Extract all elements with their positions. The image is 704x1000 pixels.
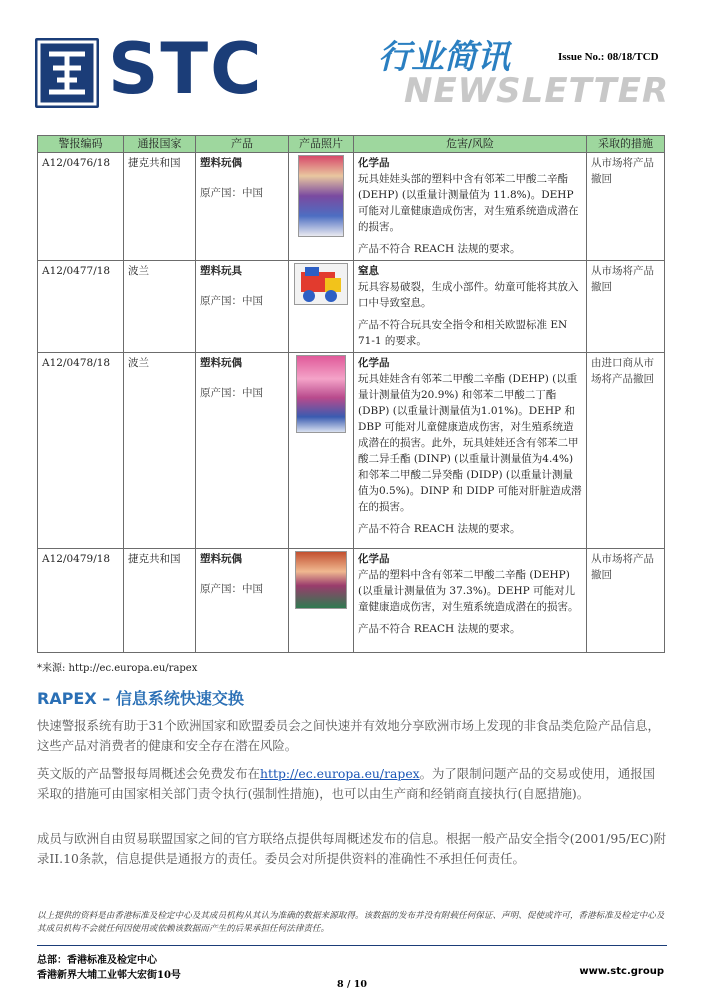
rapex-link[interactable]: http://ec.europa.eu/rapex	[260, 766, 420, 781]
product-photo	[298, 155, 344, 237]
product-cell	[196, 261, 289, 353]
hazard-note: 产品不符合 REACH 法规的要求。	[358, 243, 521, 255]
photo-cell	[289, 153, 354, 261]
hazard-cell	[354, 261, 587, 353]
paragraph-intro: 快速警报系统有助于31个欧洲国家和欧盟委员会之间快速并有效地分享欧洲市场上发现的非食品类危险产品信息，这些产品对消费者的健康和安全存在潜在风险。	[37, 718, 660, 753]
paragraph-publication	[37, 764, 667, 804]
hazard-description: 玩具娃娃头部的塑料中含有邻苯二甲酸二辛酯 (DEHP) (以重量计测量值为 11.8%)。DEHP 可能对儿童健康造成伤害，对生殖系统造成潜在的损害。	[358, 173, 579, 233]
photo-cell	[289, 261, 354, 353]
product-name: 塑料玩偶	[200, 553, 242, 565]
hazard-title: 化学品	[358, 553, 390, 565]
newsletter-title-en: NEWSLETTER	[404, 71, 670, 111]
product-origin: 原产国：中国	[200, 583, 263, 595]
hazard-description: 玩具娃娃含有邻苯二甲酸二辛酯 (DEHP) (以重量计测量值为20.9%) 和邻苯二甲酸二丁酯 (DBP) (以重量计测量值为1.01%)。DEHP 和 DBP 可能对儿童健康造成伤害，对生殖系统造成潜在的损害。此外，玩具娃娃还含有邻苯二甲酸二异壬酯 (DINP) (以重量计测量值为4.4%) 和邻苯二甲酸二异癸酯 (DIDP) (以重量计测量值为0.5%)。DINP 和 DIDP 可能对肝脏造成潜在的损害。	[358, 373, 582, 513]
hazard-description: 产品的塑料中含有邻苯二甲酸二辛酯 (DEHP) (以重量计测量值为 37.3%)。DEHP 可能对儿童健康造成伤害，对生殖系统造成潜在的损害。	[358, 569, 579, 613]
paragraph-text: 英文版的产品警报每周概述会免费发布在	[37, 766, 261, 781]
alert-code: A12/0478/18	[38, 353, 124, 549]
product-origin: 原产国：中国	[200, 187, 263, 199]
photo-cell	[289, 549, 354, 653]
page-number: 8 / 10	[337, 979, 367, 990]
footer-org-name: 总部：香港标准及检定中心	[37, 955, 157, 966]
notifying-country: 波兰	[124, 261, 196, 353]
measure-taken: 由进口商从市场将产品撤回	[587, 353, 665, 549]
alerts-table	[37, 135, 665, 653]
footer-website: www.stc.group	[579, 966, 664, 977]
paragraph-text: 。为了限制问题产品的交易或使用，通报国采取的措施可由国家相关部门责令执行(强制性措施)，也可以由生产商和经销商直接执行(自愿措施)。	[37, 766, 656, 801]
table-row	[38, 261, 665, 353]
source-note: *来源: http://ec.europa.eu/rapex	[37, 663, 198, 674]
measure-taken: 从市场将产品撤回	[587, 261, 665, 353]
hazard-title: 窒息	[358, 265, 379, 277]
hazard-note: 产品不符合 REACH 法规的要求。	[358, 623, 521, 635]
column-header-country: 通报国家	[124, 136, 196, 153]
product-cell	[196, 353, 289, 549]
table-row	[38, 153, 665, 261]
table-row	[38, 353, 665, 549]
section-title: RAPEX – 信息系统快速交换	[37, 689, 244, 708]
column-header-photo: 产品照片	[289, 136, 354, 153]
hazard-note: 产品不符合 REACH 法规的要求。	[358, 523, 521, 535]
hazard-cell	[354, 353, 587, 549]
stc-logo-text: STC	[108, 28, 264, 110]
hazard-note: 产品不符合玩具安全指令和相关欧盟标准 EN 71-1 的要求。	[358, 319, 568, 347]
product-name: 塑料玩具	[200, 265, 242, 277]
alert-code: A12/0479/18	[38, 549, 124, 653]
product-name: 塑料玩偶	[200, 157, 242, 169]
column-header-product: 产品	[196, 136, 289, 153]
alert-code: A12/0477/18	[38, 261, 124, 353]
footer-org-address: 香港新界大埔工业邨大宏街10号	[37, 970, 181, 981]
notifying-country: 波兰	[124, 353, 196, 549]
product-cell	[196, 153, 289, 261]
table-header-row	[38, 136, 665, 153]
measure-taken: 从市场将产品撤回	[587, 153, 665, 261]
column-header-measure: 采取的措施	[587, 136, 665, 153]
hazard-cell	[354, 153, 587, 261]
product-origin: 原产国：中国	[200, 295, 263, 307]
table-row	[38, 549, 665, 653]
column-header-code: 警报编码	[38, 136, 124, 153]
photo-cell	[289, 353, 354, 549]
product-origin: 原产国：中国	[200, 387, 263, 399]
alert-code: A12/0476/18	[38, 153, 124, 261]
paragraph-responsibility: 成员与欧洲自由贸易联盟国家之间的官方联络点提供每周概述发布的信息。根据一般产品安全指令(2001/95/EC)附录II.10条款，信息提供是通报方的责任。委员会对所提供资料的准确性不承担任何责任。	[37, 831, 667, 866]
column-header-hazard: 危害/风险	[354, 136, 587, 153]
disclaimer: 以上提供的资料是由香港标准及检定中心及其成员机构从其认为准确的数据来源取得。该数据的发布并没有附载任何保证、声明、促使或许可，香港标准及检定中心及其成员机构不会就任何因使用或依赖该数据而产生的后果承担任何法律责任。	[37, 911, 665, 934]
product-photo	[294, 263, 348, 305]
product-name: 塑料玩偶	[200, 357, 242, 369]
footer-divider	[37, 945, 667, 946]
product-photo	[296, 355, 346, 433]
notifying-country: 捷克共和国	[124, 549, 196, 653]
issue-number: Issue No.: 08/18/TCD	[558, 51, 659, 63]
newsletter-title-cn: 行业简讯	[378, 37, 510, 76]
notifying-country: 捷克共和国	[124, 153, 196, 261]
stc-logo-mark	[35, 38, 99, 108]
product-cell	[196, 549, 289, 653]
product-photo	[295, 551, 347, 609]
hazard-title: 化学品	[358, 157, 390, 169]
hazard-cell	[354, 549, 587, 653]
hazard-description: 玩具容易破裂，生成小部件。幼童可能将其放入口中导致窒息。	[358, 281, 579, 309]
hazard-title: 化学品	[358, 357, 390, 369]
measure-taken: 从市场将产品撤回	[587, 549, 665, 653]
